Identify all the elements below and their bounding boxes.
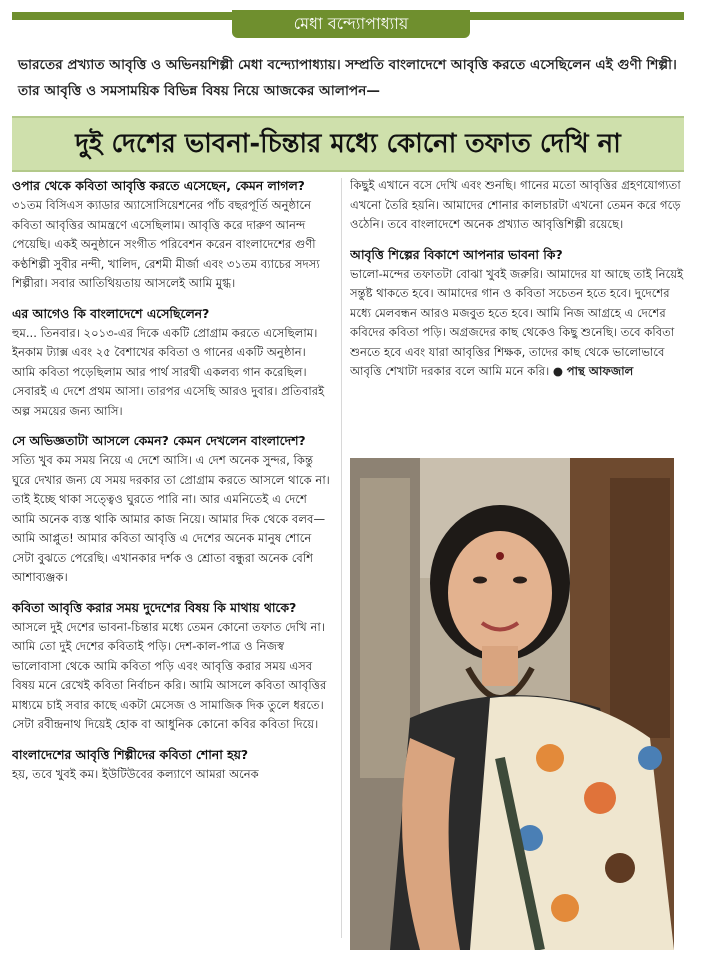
answer-text: ভালো-মন্দের তফাতটা বোঝা খুবই জরুরি। আমাদের যা আছে তাই নিয়েই সন্তুষ্ট থাকতে হবে। আমাদের গান ও কবিতা সচেতন হতে হবে। দুদেশের মধ্যে মেলবন্ধন আরও মজবুত হতে হবে। আমি নিজ আগ্রহে এ দেশের কবিদের কবিতা পড়ি। অগ্রজদের কাছ থেকেও কিছু শুনেছি। তবে কবিতা শুনতে হবে এবং যারা আবৃত্তির শিক্ষক, তাদের কাছ থেকে ভালোভাবে আবৃত্তি শেখাটা দরকার বলে আমি মনে করি।	[350, 266, 684, 378]
answer: আসলে দুই দেশের ভাবনা-চিন্তার মধ্যে তেমন কোনো তফাত দেখি না। আমি তো দুই দেশের কবিতাই পড়ি। দেশ-কাল-পাত্র ও নিজস্ব ভালোবাসা থেকে আমি কবিতা পড়ি এবং আবৃত্তি করার সময় এসব বিষয় মনে রেখেই কবিতা নির্বাচন করি। আমি আসলে কবিতা আবৃত্তির মাধ্যমে চাই সবার কাছে একটা মেসেজ ও সামাজিক দিক তুলে ধরতে। সেটা রবীন্দ্রনাথ দিয়েই হোক বা আধুনিক কোনো কবির কবিতা দিয়ে।	[12, 619, 327, 731]
question: আবৃত্তি শিল্পের বিকাশে আপনার ভাবনা কি?	[350, 246, 563, 262]
question: ওপার থেকে কবিতা আবৃত্তি করতে এসেছেন, কেমন লাগল?	[12, 178, 305, 193]
question: কবিতা আবৃত্তি করার সময় দুদেশের বিষয় কি মাথায় থাকে?	[12, 599, 297, 615]
answer: ৩১তম বিসিএস ক্যাডার অ্যাসোসিয়েশনের পাঁচ বছরপূর্তি অনুষ্ঠানে কবিতা আবৃত্তির আমন্ত্রণে এসেছিলাম। আবৃত্তি করে দারুণ আনন্দ পেয়েছি। একই অনুষ্ঠানে সংগীত পরিবেশন করেন বাংলাদেশের গুণী কণ্ঠশিল্পী সুবীর নন্দী, খালিদ, রেশমী মীর্জা এবং ৩১তম ব্যাচের সদস্য শিল্পীরা। সবার আতিথিয়তায় আসলেই আমি মুগ্ধ।	[12, 198, 320, 290]
byline: পান্থ আফজাল	[566, 364, 634, 378]
answer: সত্যি খুব কম সময় নিয়ে এ দেশে আসি। এ দেশ অনেক সুন্দর, কিন্তু ঘুরে দেখার জন্য যে সময় দরকার তা প্রোগ্রাম করতে আসলে থাকে না। তাই ইচ্ছে থাকা সত্ত্বেও ঘুরতে পারি না। আর এমনিতেই এ দেশে আমি অনেক ব্যস্ত থাকি আমার কাজ নিয়ে। আমার দিক থেকে বলব—আমি আপ্লুত! আমার কবিতা আবৃত্তি এ দেশের অনেক মানুষ শোনে সেটা বুঝতে পেরেছি। এখানকার দর্শক ও শ্রোতা বন্ধুরা অনেক বেশি আশাব্যঞ্জক।	[12, 453, 330, 584]
answer-continuation: কিছুই এখানে বসে দেখি এবং শুনছি। গানের মতো আবৃত্তির গ্রহণযোগ্যতা এখনো তৈরি হয়নি। আমাদের শোনার কালচারটা এখনো তেমন করে গড়ে ওঠেনি। তবে বাংলাদেশে অনেক প্রখ্যাত আবৃত্তিশিল্পী রয়েছে।	[350, 178, 681, 231]
question: সে অভিজ্ঞতাটা আসলে কেমন? কেমন দেখলেন বাংলাদেশ?	[12, 433, 306, 448]
right-column	[350, 176, 686, 446]
answer: হুম... তিনবার। ২০১৩-এর দিকে একটি প্রোগ্রাম করতে এসেছিলাম। ইনকাম ট্যাক্স এবং ২৫ বৈশাখের কবিতা ও গানের একটি অনুষ্ঠান। আমি কবিতা পড়েছিলাম আর পার্থ সারথী একলব্য গান করেছিল। সেবারই এ দেশে প্রথম আসা। তারপর এসেছি আরও দুবার। প্রতিবারই অল্প সময়ের জন্য আসি।	[12, 325, 325, 418]
question: এর আগেও কি বাংলাদেশে এসেছিলেন?	[12, 305, 210, 321]
portrait-illustration	[350, 458, 674, 950]
column-divider	[341, 178, 342, 938]
answer	[350, 265, 686, 382]
headline-band	[12, 116, 684, 172]
intro-paragraph: ভারতের প্রখ্যাত আবৃত্তি ও অভিনয়শিল্পী মেধা বন্দ্যোপাধ্যায়। সম্প্রতি বাংলাদেশে আবৃত্তি করতে এসেছিলেন এই গুণী শিল্পী। তার আবৃত্তি ও সমসাময়িক বিভিন্ন বিষয় নিয়ে আজকের আলাপন—	[18, 57, 677, 99]
left-column	[12, 176, 332, 956]
name-tab: মেধা বন্দ্যোপাধ্যায়	[232, 10, 470, 38]
answer: হয়, তবে খুবই কম। ইউটিউবের কল্যাণে আমরা অনেক	[12, 766, 259, 781]
headline: দুই দেশের ভাবনা-চিন্তার মধ্যে কোনো তফাত দেখি না	[75, 129, 621, 159]
question: বাংলাদেশের আবৃত্তি শিল্পীদের কবিতা শোনা হয়?	[12, 746, 249, 762]
portrait-photo	[350, 458, 674, 950]
bullet-icon: ●	[552, 364, 564, 378]
